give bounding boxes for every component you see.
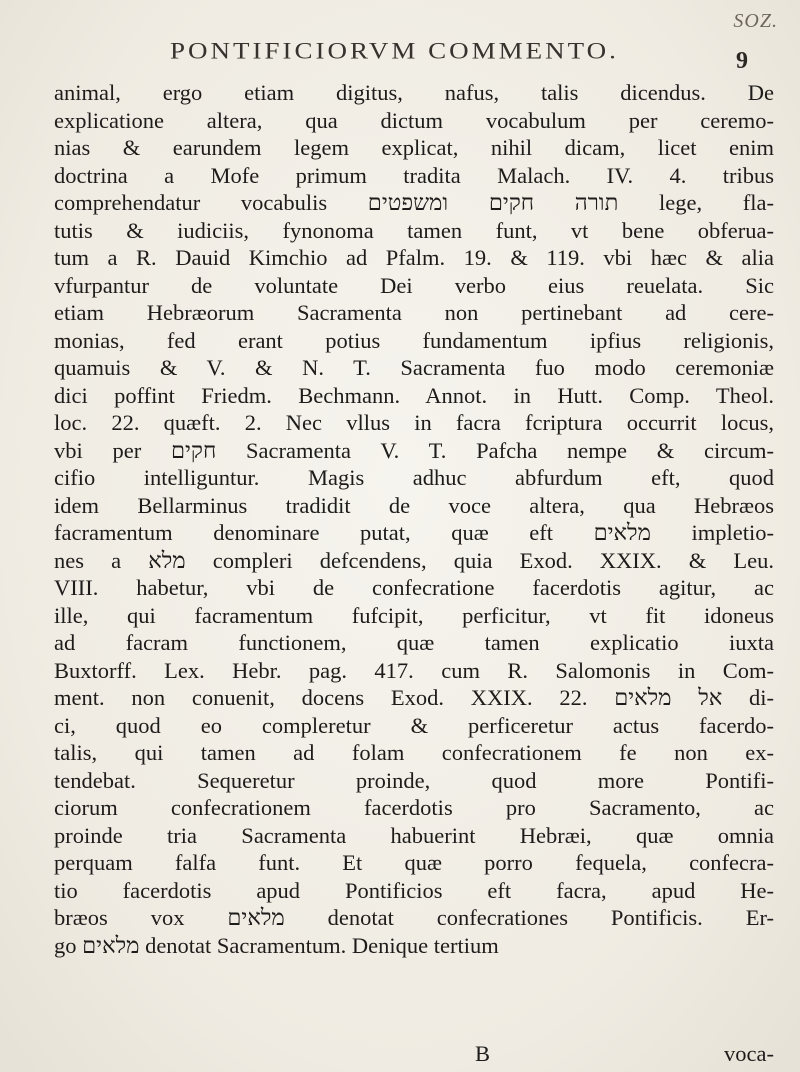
text-line: loc. 22. quæft. 2. Nec vllus in facra fcriptura occurrit locus, (54, 410, 774, 435)
text-line: animal, ergo etiam digitus, nafus, talis dicendus. De (54, 80, 774, 105)
text-line: Buxtorff. Lex. Hebr. pag. 417. cum R. Salomonis in Com- (54, 657, 774, 683)
catchline (54, 1041, 774, 1067)
text-line: perquam falfa funt. Et quæ porro fequela, confecra- (54, 850, 774, 875)
running-head: PONTIFICIORVM COMMENTO. (170, 38, 619, 64)
text-line: ille, qui facramentum fufcipit, perficitur, vt fit idoneus (54, 602, 774, 628)
text-line: doctrina a Mofe primum tradita Malach. IV. 4. tribus (54, 162, 774, 188)
text-line: go מלאים denotat Sacramentum. Denique tertium (54, 932, 499, 958)
text-line: dici poffint Friedm. Bechmann. Annot. in Hutt. Comp. Theol. (54, 382, 774, 408)
signature-mark: B (475, 1041, 491, 1066)
text-line: ad facram functionem, quæ tamen explicatio iuxta (54, 630, 774, 655)
text-line: tutis & iudiciis, fynonoma tamen funt, vt bene obferua- (54, 217, 774, 243)
text-line: idem Bellarminus tradidit de voce altera, qua Hebræos (54, 492, 774, 518)
text-line: nias & earundem legem explicat, nihil dicam, licet enim (54, 135, 774, 160)
text-line: ci, quod eo compleretur & perficeretur actus facerdo- (54, 712, 774, 738)
text-line: ciorum confecrationem facerdotis pro Sacramento, ac (54, 795, 774, 820)
text-line: tio facerdotis apud Pontificios eft facra, apud He- (54, 877, 774, 903)
body-text (54, 79, 774, 959)
text-line: bræos vox מלאים denotat confecrationes Pontificis. Er- (54, 905, 774, 930)
text-line: quamuis & V. & N. T. Sacramenta fuo modo ceremoniæ (54, 355, 774, 380)
text-line: monias, fed erant potius fundamentum ipfius religionis, (54, 327, 774, 353)
text-line: cifio intelliguntur. Magis adhuc abfurdum eft, quod (54, 465, 774, 490)
text-line: vfurpantur de voluntate Dei verbo eius reuelata. Sic (54, 272, 774, 298)
text-line: talis, qui tamen ad folam confecrationem fe non ex- (54, 740, 774, 765)
text-line: proinde tria Sacramenta habuerint Hebræi, quæ omnia (54, 822, 774, 848)
text-line: tendebat. Sequeretur proinde, quod more Pontifi- (54, 767, 774, 793)
catchword: voca- (724, 1041, 774, 1066)
text-line: ment. non conuenit, docens Exod. XXIX. 22. אל מלאים di- (54, 685, 774, 710)
text-line: comprehendatur vocabulis תורה חקים ומשפטים lege, fla- (54, 190, 774, 215)
page-number: 9 (736, 48, 748, 74)
text-line: VIII. habetur, vbi de confecratione facerdotis agitur, ac (54, 575, 774, 600)
text-line: facramentum denominare putat, quæ eft מלאים impletio- (54, 520, 774, 545)
shelfmark-annotation: SOZ. (733, 10, 778, 32)
text-line: tum a R. Dauid Kimchio ad Pfalm. 19. & 119. vbi hæc & alia (54, 245, 774, 270)
text-line: vbi per חקים Sacramenta V. T. Pafcha nempe & circum- (54, 437, 774, 463)
text-line: explicatione altera, qua dictum vocabulum per ceremo- (54, 107, 774, 133)
text-line: nes a מלא compleri defcendens, quia Exod. XXIX. & Leu. (54, 547, 774, 573)
text-line: etiam Hebræorum Sacramenta non pertinebant ad cere- (54, 300, 774, 325)
